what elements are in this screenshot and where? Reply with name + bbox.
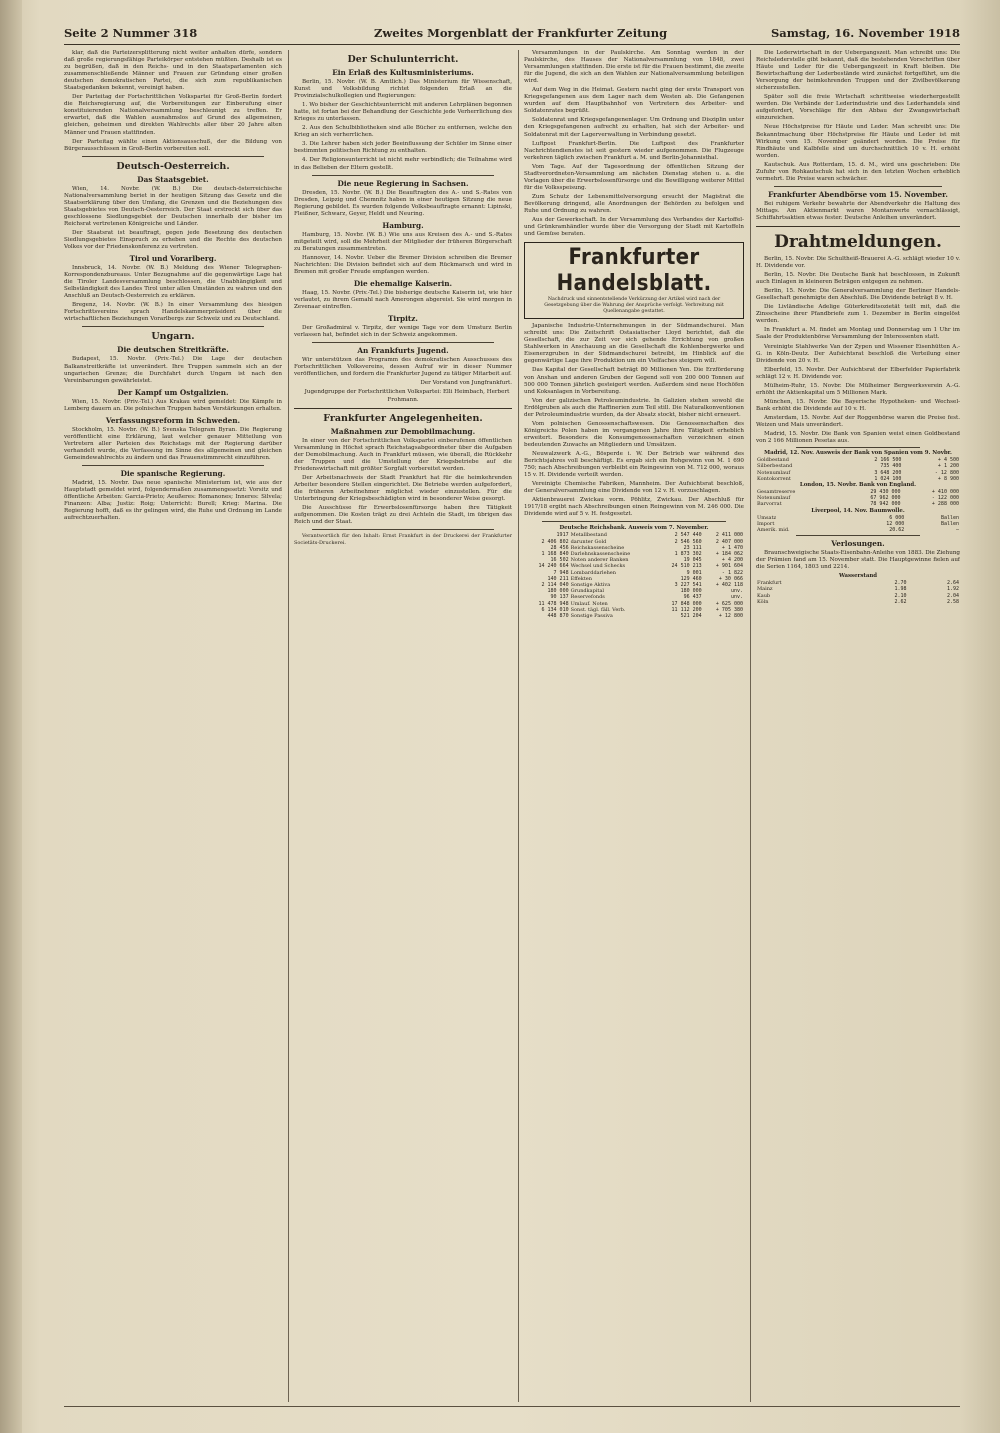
page-bottom-rule <box>64 1406 960 1407</box>
table-cell: 735 400 <box>880 463 902 470</box>
table-cell: Kaub <box>757 592 771 599</box>
table-cell: 2.70 <box>894 580 907 587</box>
paragraph: Budapest, 15. Novbr. (Priv.-Tel.) Die Lage der deutschen Balkanstreitkräfte ist unverändert. Ihre Truppen sammeln sich an der ungarischen Grenze; die Durchfahrt durch Ungarn ist nach den Vereinbarungen gewährleistet. <box>64 356 282 384</box>
paragraph: Versammlungen in der Paulskirche. Am Sonntag werden in der Paulskirche, des Hauses der Nationalversammlung von 1848, zwei Versammlungen stattfinden. Die erste ist für die Frauen bestimmt, die zweite für die Jugend, die sich an den Wahlen zur Nationalversammlung beteiligen wird. <box>524 50 744 85</box>
water-level-table <box>756 580 960 605</box>
table-cell: + 1 200 <box>937 463 959 470</box>
table-cell: 19 045 <box>683 557 702 564</box>
divider <box>796 535 920 536</box>
subheading: Ein Erlaß des Kultusministeriums. <box>332 68 474 77</box>
table-cell: + 705 380 <box>715 606 743 613</box>
subheading: Die ehemalige Kaiserin. <box>353 279 453 289</box>
table-cell: unv. <box>730 588 743 595</box>
table-cell: 67 962 000 <box>870 495 901 502</box>
paragraph: 4. Der Religionsunterricht ist nicht mehr verbindlich; die Teilnahme wird in das Belieben der Eltern gestellt. <box>294 157 512 171</box>
table-cell: + 8 900 <box>937 475 959 482</box>
section-heading: Ungarn. <box>151 331 195 343</box>
table-cell: + 901 604 <box>715 563 743 570</box>
table-cell: Sonstige Passiva <box>570 613 613 620</box>
table-cell: 17 848 000 <box>671 600 702 607</box>
paragraph: Die Livländische Adelige Güterkreditsozietät teilt mit, daß die Zinsscheine ihrer Pfandbriefe zum 1. Dezember in Berlin eingelöst werden. <box>756 304 960 325</box>
table-cell: Gesamtreserve <box>757 488 796 495</box>
signature: Jugendgruppe der Fortschrittlichen Volkspartei: Elli Heimbach, Herbert Frohmann. <box>304 389 510 403</box>
table-cell: 129 460 <box>680 575 702 582</box>
table-cell: 6 000 <box>889 514 905 521</box>
table-cell: 12 000 <box>886 520 905 527</box>
newspaper-title: Zweites Morgenblatt der Frankfurter Zeitung <box>374 26 668 40</box>
table-cell: 3 227 541 <box>674 582 702 589</box>
paragraph: Berlin, 15. Novbr. (W. B. Amtlich.) Das Ministerium für Wissenschaft, Kunst und Volksbildung richtet folgenden Erlaß an die Provinzialschulkollegien und Regierungen: <box>294 79 512 100</box>
market-table-title: Liverpool, 14. Nov. Baumwolle. <box>811 507 905 514</box>
column-1 <box>64 50 282 1402</box>
paragraph: Vereinigte Chemische Fabriken, Mannheim. Der Aufsichtsrat beschloß, der Generalversammlung eine Dividende von 12 v. H. vorzuschlagen. <box>524 481 744 495</box>
paragraph: Der Parteitag wählte einen Aktionsausschuß, der die Bildung von Bürgerausschüssen in Groß-Berlin vorbereiten soll. <box>64 138 282 152</box>
section-heading: Der Schulunterricht. <box>347 54 459 65</box>
table-cell: 20.62 <box>889 526 905 533</box>
subheading: Das Staatsgebiet. <box>137 174 209 184</box>
table-cell: 2 407 000 <box>715 538 743 545</box>
subheading: Die spanische Regierung. <box>120 468 226 478</box>
divider <box>796 447 920 448</box>
paragraph: Aktienbrauerei Zwickau vorm. Pöhlitz, Zwickau. Der Abschluß für 1917/18 ergibt nach Abschreibungen einen Reingewinn von M. 246 000. Die Dividende wird auf 5 v. H. festgesetzt. <box>524 497 744 518</box>
reichsbank-title: Deutsche Reichsbank. Ausweis vom 7. November. <box>559 525 709 532</box>
table-row <box>756 599 960 605</box>
divider <box>774 186 942 187</box>
binding-edge <box>0 0 22 1433</box>
table-cell: Köln <box>757 598 769 605</box>
paragraph: Die Ausschüsse für Erwerbslosenfürsorge haben ihre Tätigkeit aufgenommen. Die Kosten trägt zu drei Achteln die Stadt, im übrigen das Reich und der Staat. <box>294 504 512 526</box>
column-2 <box>294 50 512 1402</box>
paragraph: Madrid, 15. Novbr. Das neue spanische Ministerium ist, wie aus der Hauptstadt gemeldet wird, folgendermaßen zusammengesetzt: Vorsitz und öffentliche Arbeiten: Garcia-Prieto; Aeußeres: Romanones; Inneres: Silvela; Finanzen: Alba; Justiz: Roig; Unterricht: Burell; Krieg: Marina. Die Regierung hofft, daß es ihr gelingen wird, die Ruhe und Ordnung im Lande aufrechtzuerhalten. <box>64 479 282 522</box>
paragraph: Haag, 15. Novbr. (Priv.-Tel.) Die bisherige deutsche Kaiserin ist, wie hier verlautet, zu ihrem Gemahl nach Amerongen abgereist. Sie wird morgen in Zevenaar eintreffen. <box>294 290 512 311</box>
market-table-title: Madrid, 12. Nov. Ausweis der Bank von Spanien vom 9. Novbr. <box>764 450 952 457</box>
paragraph: 2. Aus den Schulbibliotheken sind alle Bücher zu entfernen, welche den Krieg an sich verherrlichen. <box>294 125 512 139</box>
running-head <box>64 26 960 45</box>
table-cell: - 12 800 <box>934 469 959 476</box>
subheading: Tirpitz. <box>388 314 418 324</box>
paragraph: Madrid, 15. Novbr. Die Bank von Spanien weist einen Goldbestand von 2 166 Millionen Pesetas aus. <box>756 431 960 445</box>
market-table-title: London, 15. Novbr. Bank von England. <box>799 481 917 488</box>
liverpool-cotton-table <box>756 515 960 534</box>
table-cell: 14 240 664 <box>538 563 569 570</box>
paragraph: In Frankfurt a. M. findet am Montag und Donnerstag um 1 Uhr im Saale der Produktenbörse Versammlung der Interessenten statt. <box>756 327 960 341</box>
table-cell: 96 437 <box>683 594 702 601</box>
drahtmeldungen-heading: Drahtmeldungen. <box>774 231 942 252</box>
table-cell: Sonst. tägl. fäll. Verb. <box>570 606 626 613</box>
market-table-title: Wasserstand <box>838 573 878 580</box>
paragraph: Elberfeld, 15. Novbr. Der Aufsichtsrat der Elberfelder Papierfabrik schlägt 12 v. H. Dividende vor. <box>756 366 960 380</box>
paragraph: In einer von der Fortschrittlichen Volkspartei einberufenen öffentlichen Versammlung in Höchst sprach Reichstagsabgeordneter über die Aufgaben der Demobilmachung. Auch in Frankfurt müssen, wie überall, die Rückkehr der Truppen und die Umstellung der Kriegsbetriebe auf die Friedenswirtschaft mit größter Sorgfalt vorbereitet werden. <box>294 437 512 472</box>
handelsblatt-title: Frankfurter Handelsblatt. <box>556 245 712 297</box>
paragraph: Der Staatsrat ist beauftragt, gegen jede Besetzung des deutschen Siedlungsgebietes Einspruch zu erheben und die Rechte des deutschen Volkes vor der Friedenskonferenz zu vertreten. <box>64 229 282 251</box>
table-cell: 78 942 000 <box>870 501 901 508</box>
table-cell: - 122 000 <box>931 495 959 502</box>
table-cell: 2.62 <box>894 598 907 605</box>
table-cell: 3 648 200 <box>874 469 902 476</box>
paragraph: Wien, 15. Novbr. (Priv.-Tel.) Aus Krakau wird gemeldet: Die Kämpfe in Lemberg dauern an. Die polnischen Truppen haben Verstärkungen erhalten. <box>64 398 282 412</box>
table-cell: Barvorrat <box>757 501 782 508</box>
paragraph: Der Großadmiral v. Tirpitz, der wenige Tage vor dem Umsturz Berlin verlassen hat, befindet sich in der Schweiz angekommen. <box>294 325 512 339</box>
paragraph: Der Parteitag der Fortschrittlichen Volkspartei für Groß-Berlin fordert die Reichsregierung auf, die Vorbereitungen zur Einberufung einer konstituierenden Nationalversammlung beschleunigt zu treffen. Er erwartet, daß die Wahlen ausnahmslos auf Grund des allgemeinen, gleichen, geheimen und direkten Wahlrechts aller über 20 Jahre alten Männer und Frauen stattfinden. <box>64 94 282 136</box>
table-cell: Reservefonds <box>570 594 605 601</box>
table-cell: Ballen <box>940 514 959 521</box>
table-cell: 2.04 <box>946 592 959 599</box>
subheading: Hamburg. <box>382 220 424 230</box>
table-cell: 2 406 802 <box>541 538 569 545</box>
table-cell: Reichskassenscheine <box>570 544 625 551</box>
table-cell: Mainz <box>757 586 773 593</box>
table-cell: Wechsel und Schecks <box>570 563 626 570</box>
paragraph: Berlin, 15. Novbr. Die Schultheiß-Brauerei A.-G. schlägt wieder 10 v. H. Dividende vor. <box>756 255 960 270</box>
table-cell: 1 024 100 <box>874 475 902 482</box>
paragraph: Innsbruck, 14. Novbr. (W. B.) Meldung des Wiener Telegraphen-Korrespondenzbureaus. Unter Bezugnahme auf die gegenwärtige Lage hat die Tiroler Landesversammlung beschlossen, die Unabhängigkeit und Selbständigkeit des Landes Tirol unter allen Umständen zu wahren und den Anschluß an Deutsch-Oesterreich zu erklären. <box>64 265 282 300</box>
subheading: Tirol und Vorarlberg. <box>129 254 217 264</box>
table-cell: Umlauf. Noten <box>570 600 608 607</box>
subheading: Die deutschen Streitkräfte. <box>117 345 229 355</box>
imprint: Verantwortlich für den Inhalt: Ernst Frankfurt in der Druckerei der Frankfurter Societäts-Druckerei. <box>294 533 512 547</box>
table-cell: Notenumlauf <box>757 469 791 476</box>
column-rule <box>750 50 751 1402</box>
spain-bank-table <box>756 457 960 482</box>
table-cell: - 1 822 <box>721 569 743 576</box>
divider <box>312 175 494 176</box>
subheading: Der Kampf um Ostgalizien. <box>117 387 229 397</box>
table-cell: 9 001 <box>686 569 702 576</box>
table-cell: + 1 470 <box>721 544 743 551</box>
paragraph: Luftpost Frankfurt-Berlin. Die Luftpost des Frankfurter Nachrichtendienstes ist seit gestern wieder aufgenommen. Die Flugzeuge verkehren täglich zwischen Frankfurt a. M. und Berlin-Johannisthal. <box>524 140 744 161</box>
paragraph: 1. Wo bisher der Geschichtsunterricht mit anderen Lehrplänen begonnen hatte, ist fortan bei der Behandlung der Geschichte jede Verherrlichung des Krieges zu unterlassen. <box>294 102 512 123</box>
table-cell: 2.64 <box>946 580 959 587</box>
table-cell: Darlehnskassenscheine <box>570 551 631 557</box>
table-cell: 28 456 <box>550 544 569 551</box>
subheading: An Frankfurts Jugend. <box>357 346 449 356</box>
table-cell: Metallbestand <box>570 532 607 539</box>
paragraph: Berlin, 15. Novbr. Die Deutsche Bank hat beschlossen, in Zukunft auch Einlagen in kleineren Beträgen entgegen zu nehmen. <box>756 272 960 286</box>
reichsbank-table <box>524 532 744 619</box>
paragraph: Wir unterstützen das Programm des demokratischen Ausschusses des Fortschrittlichen Volksvereins, dessen Aufruf wir in dieser Nummer veröffentlichen, und fordern die Frankfurter Jugend zu tätiger Mitarbeit auf. <box>294 357 512 378</box>
table-cell: 11 478 948 <box>538 600 569 607</box>
paragraph: Vom Tage. Auf der Tagesordnung der öffentlichen Sitzung der Stadtverordneten-Versammlung am nächsten Dienstag stehen u. a. die Vorlagen über die Erwerbslosenfürsorge und die Bewilligung weiterer Mittel für die Volksspeisung. <box>524 163 744 191</box>
paragraph: München, 15. Novbr. Die Bayerische Hypotheken- und Wechsel-Bank erhöht die Dividende auf 10 v. H. <box>756 398 960 412</box>
table-row <box>756 527 960 533</box>
table-cell: darunter Gold <box>570 538 607 545</box>
paragraph: Das Kapital der Gesellschaft beträgt 80 Millionen Yen. Die Erzförderung von Anshan und anderen Gruben der Gegend soll von 200 000 Tonnen auf 500 000 Tonnen jährlich gesteigert werden. Außerdem sind neue Hochöfen und Koksanlagen in Vorbereitung. <box>524 367 744 395</box>
column-rule <box>288 50 289 1402</box>
divider <box>312 529 494 530</box>
subheading: Die neue Regierung in Sachsen. <box>337 178 469 188</box>
paragraph: Stockholm, 15. Novbr. (W. B.) Svenska Telegram Byran. Die Regierung veröffentlicht eine Erklärung, laut welcher genauer Mitteilung von Vertretern aller Parteien des Reichstags mit der Regierung darüber verhandelt wurde, die Verfassung im Sinne des allgemeinen und gleichen Gemeindewahlrechts zu ändern und das Frauenstimmrecht einzuführen. <box>64 426 282 461</box>
issue-date: Samstag, 16. November 1918 <box>771 26 960 40</box>
paragraph: klar, daß die Parteizersplitterung nicht weiter anhalten dürfe, sondern daß große regierungsfähige Parteikörper entstehen müßten. Deshalb ist es zu begrüßen, daß in den Reichs- und in den Staatsparlamenten sich zusammenschließende Männer und Frauen zur Gründung einer großen deutschen demokratischen Partei, die sich zum republikanischen Staatsgedanken bekennt, vereinigt haben. <box>64 50 282 92</box>
table-cell: Frankfurt <box>757 580 782 587</box>
table-cell: 1917 <box>556 532 569 539</box>
table-cell: + 4 200 <box>721 557 743 564</box>
table-cell: 2 411 000 <box>715 532 743 539</box>
table-cell: 180 000 <box>680 588 702 595</box>
subheading: Verlosungen. <box>831 539 885 549</box>
table-cell: 2.10 <box>894 592 907 599</box>
table-cell: 1 168 840 <box>541 551 569 557</box>
table-cell: Noten anderer Banken <box>570 557 629 564</box>
paragraph: Hannover, 14. Novbr. Ueber die Bremer Division schreiben die Bremer Nachrichten: Die Division befindet sich auf dem Rückmarsch und wird in Bremen mit großer Freude empfangen werden. <box>294 254 512 275</box>
table-cell: 6 134 010 <box>541 606 569 613</box>
table-cell: 2.58 <box>946 598 959 605</box>
table-cell: Kontokorrent <box>757 475 791 482</box>
table-cell: 2 546 560 <box>674 538 702 545</box>
paragraph: Berlin, 15. Novbr. Die Generalversammlung der Berliner Handels-Gesellschaft genehmigte den Abschluß. Die Dividende beträgt 8 v. H. <box>756 288 960 302</box>
table-cell: 448 870 <box>547 613 569 620</box>
paragraph: Soldatenrat und Kriegsgefangenenlager. Um Ordnung und Disziplin unter den Kriegsgefangenen aufrecht zu erhalten, hat sich der Arbeiter- und Soldatenrat mit der Lagerverwaltung in Verbindung gesetzt. <box>524 117 744 138</box>
divider <box>294 408 512 409</box>
table-cell: 1 873 302 <box>674 551 702 557</box>
table-cell: + 12 800 <box>718 613 743 620</box>
paragraph: Bei ruhigem Verkehr bewahrte der Abendverkehr die Haltung des Mittags. Am Aktienmarkt waren Montanwerte vernachlässigt, Schiffahrtsaktien etwas fester. Deutsche Anleihen unverändert. <box>756 200 960 221</box>
divider <box>756 226 960 227</box>
column-3 <box>524 50 744 1402</box>
table-cell: Grundkapital <box>570 588 605 595</box>
subheading: Verfassungsreform in Schweden. <box>105 415 241 425</box>
table-cell: + 402 118 <box>715 582 743 589</box>
table-cell: Ballen <box>940 520 959 527</box>
section-heading: Frankfurter Angelegenheiten. <box>323 412 483 424</box>
paragraph: Die Lederwirtschaft in der Uebergangszeit. Man schreibt uns: Die Reichslederstelle gibt bekannt, daß die bestehenden Vorschriften über Häute und Leder für die Uebergangszeit in Kraft bleiben. Die Bewirtschaftung der Lederbestände wird zunächst fortgeführt, um die Versorgung der heimkehrenden Truppen und der Zivilbevölkerung sicherzustellen. <box>756 50 960 92</box>
paragraph: Hamburg, 15. Novbr. (W. B.) Wie uns aus Kreisen des A.- und S.-Rates mitgeteilt wird, soll die Mehrheit der Mitglieder der früheren Bürgerschaft zu Beratungen zusammentreten. <box>294 231 512 252</box>
divider <box>82 465 264 466</box>
handelsblatt-masthead <box>524 242 744 319</box>
section-heading: Deutsch-Oesterreich. <box>116 160 230 172</box>
paragraph: Braunschweigische Staats-Eisenbahn-Anleihe von 1883. Die Ziehung der Prämien fand am 15. November statt. Die Hauptgewinne fielen auf die Serien 1164, 1803 und 2214. <box>756 550 960 571</box>
table-cell: + 410 000 <box>931 488 959 495</box>
paragraph: Der Arbeitsnachweis der Stadt Frankfurt hat für die heimkehrenden Arbeiter besondere Stellen eingerichtet. Die Betriebe werden aufgefordert, die früheren Arbeitnehmer möglichst wieder einzustellen. Für die Unterbringung der Kriegsbeschädigten wird in besonderer Weise gesorgt. <box>294 474 512 502</box>
paragraph: Amsterdam, 15. Novbr. Auf der Roggenbörse waren die Preise fest. Weizen und Mais unverändert. <box>756 414 960 428</box>
table-cell: Sonstige Aktiva <box>570 582 611 589</box>
table-cell: 2 166 500 <box>874 457 902 464</box>
table-cell: Lombarddarlehen <box>570 569 616 576</box>
london-bank-table <box>756 489 960 508</box>
divider <box>82 156 264 157</box>
table-cell: + 625 000 <box>715 600 743 607</box>
table-cell: 2 114 040 <box>541 582 569 589</box>
paragraph: 3. Die Lehrer haben sich jeder Beeinflussung der Schüler im Sinne einer bestimmten politischen Richtung zu enthalten. <box>294 141 512 155</box>
table-cell: + 4 500 <box>937 457 959 464</box>
paragraph: Kautschuk. Aus Rotterdam, 15. d. M., wird uns geschrieben: Die Zufuhr von Rohkautschuk hat sich in den letzten Wochen erheblich vermehrt. Die Preise waren schwächer. <box>756 161 960 182</box>
table-cell: 11 112 200 <box>671 606 702 613</box>
handelsblatt-notice: Nachdruck und sinnentstellende Verkürzung der Artikel wird nach der Gesetzgebung über die Wahrung der Ansprüche verfolgt. Verbreitung mit Quellenangabe gestattet. <box>544 297 724 315</box>
table-cell: 180 000 <box>547 588 569 595</box>
table-cell: 1.92 <box>946 586 959 593</box>
table-cell: + 184 062 <box>715 551 743 557</box>
table-cell: Amerik. mid. <box>757 526 790 533</box>
table-cell: Goldbestand <box>757 457 789 464</box>
paragraph: Dresden, 15. Novbr. (W. B.) Die Beauftragten des A.- und S.-Rates von Dresden, Leipzig und Chemnitz haben in einer heutigen Sitzung die neue Regierung gebildet. Es wurden folgende Volksbeauftragte ernannt: Lipinski, Fleißner, Schwarz, Geyer, Heldt und Neuring. <box>294 189 512 217</box>
table-cell: 2 547 440 <box>674 532 702 539</box>
paragraph: Auf dem Weg in die Heimat. Gestern nacht ging der erste Transport von Kriegsgefangenen aus dem Lager nach dem Westen ab. Die Gefangenen wurden auf dem Hauptbahnhof von Vertretern des Arbeiter- und Soldatenrates begrüßt. <box>524 87 744 115</box>
divider <box>312 342 494 343</box>
divider <box>82 326 264 327</box>
table-cell: Import <box>757 520 775 527</box>
table-cell: 7 948 <box>553 569 569 576</box>
paragraph: Wien, 14. Novbr. (W. B.) Die deutsch-österreichische Nationalversammlung beriet in der heutigen Sitzung das Gesetz und die Staatserklärung über den Umfang, die Grenzen und die Beziehungen des Staatsgebietes von Deutsch-Oesterreich. Der Staat erstreckt sich über das geschlossene Siedlungsgebiet der Deutschen innerhalb der bisher im Reichsrat vertretenen Königreiche und Länder. <box>64 185 282 227</box>
table-cell: 521 204 <box>680 613 702 620</box>
paragraph: Später soll die freie Wirtschaft schrittweise wiederhergestellt werden. Die Verbände der Lederindustrie und des Lederhandels sind aufgefordert, Vorschläge für den Abbau der Zwangswirtschaft einzureichen. <box>756 94 960 122</box>
paragraph: Aus der Gewerkschaft. In der Versammlung des Verbandes der Kartoffel- und Grünkramhändler wurde über die Versorgung der Stadt mit Kartoffeln und Gemüse beraten. <box>524 217 744 238</box>
signature: Der Vorstand von Jungfrankfurt. <box>420 380 512 387</box>
paragraph: Bregenz, 14. Novbr. (W. B.) In einer Versammlung des hiesigen Fortschrittsvereins sprach Handelskammerpräsident über die wirtschaftlichen Beziehungen Vorarlbergs zur Schweiz und zu Deutschland. <box>64 302 282 323</box>
subheading: Maßnahmen zur Demobilmachung. <box>330 426 476 436</box>
paragraph: Mülheim-Ruhr, 15. Novbr. Die Mülheimer Bergwerksverein A.-G. erhöht ihr Aktienkapital um 5 Millionen Mark. <box>756 382 960 396</box>
paragraph: Japanische Industrie-Unternehmungen in der Südmandschurei. Man schreibt uns: Die Zeitschrift Ostasiatischer Lloyd berichtet, daß die Gesellschaft, die zur Zeit vor sich gehende Errichtung von großen Stahlwerken in Anschauung an die Gesellschaft die Kohlenbergwerke und Eisenerzgruben in der Südmandschurei betreibt, im Hinblick auf die gegenwärtige Lage ihre Produktion um ein Vielfaches steigern will. <box>524 323 744 365</box>
table-cell: Notenumlauf <box>757 495 791 502</box>
table-cell: Effekten <box>570 575 592 582</box>
column-4 <box>756 50 960 1402</box>
divider <box>542 521 726 522</box>
table-cell: 29 430 000 <box>870 488 901 495</box>
table-cell: + 30 066 <box>718 575 743 582</box>
table-cell: 24 510 213 <box>671 563 702 570</box>
paragraph: Zum Schutz der Lebensmittelversorgung ersucht der Magistrat die Bevölkerung dringend, alle Anordnungen der Behörden zu befolgen und Ruhe und Ordnung zu wahren. <box>524 193 744 214</box>
table-cell: 90 137 <box>550 594 569 601</box>
table-cell: 23 111 <box>683 544 702 551</box>
table-cell: — <box>955 526 959 533</box>
column-rule <box>518 50 519 1402</box>
paragraph: Neue Höchstpreise für Häute und Leder. Man schreibt uns: Die Bekanntmachung über Höchstpreise für Häute und Leder ist mit Wirkung vom 15. November geändert worden. Die Preise für Rindhäute und Kalbfelle sind um durchschnittlich 10 v. H. erhöht worden. <box>756 124 960 159</box>
table-cell: + 288 000 <box>931 501 959 508</box>
paragraph: Vom polnischen Genossenschaftswesen. Die Genossenschaften des Königreichs Polen haben im vergangenen Jahre ihre Tätigkeit erheblich erweitert. Besonders die Konsumgenossenschaften verzeichnen einen bedeutenden Zuwachs an Mitgliedern und Umsätzen. <box>524 420 744 448</box>
table-row <box>524 613 744 619</box>
paragraph: Vereinigte Stahlwerke Van der Zypen und Wissener Eisenhütten A.-G. in Köln-Deutz. Der Aufsichtsrat beschloß die Verteilung einer Dividende von 20 v. H. <box>756 343 960 364</box>
table-cell: unv. <box>730 594 743 601</box>
paragraph: Neuwalzwerk A.-G., Bösperde i. W. Der Betrieb war während des Berichtsjahres voll beschäftigt. Es ergab sich ein Rohgewinn von M. 1 690 750; nach Abschreibungen verbleibt ein Reingewinn von M. 712 000, woraus 15 v. H. Dividende verteilt werden. <box>524 450 744 479</box>
paragraph: Von der galizischen Petroleumindustrie. In Galizien stehen sowohl die Erdölgruben als auch die Raffinerien zum Teil still. Die Naturalkonventionen der Petroleumindustrie wurden, da der Absatz stockt, bisher nicht erneuert. <box>524 397 744 418</box>
table-cell: 16 502 <box>550 557 569 564</box>
page-number-label: Seite 2 Nummer 318 <box>64 26 198 40</box>
subheading: Frankfurter Abendbörse vom 15. November. <box>768 189 948 199</box>
table-cell: Silberbestand <box>757 463 793 470</box>
table-cell: 1.98 <box>894 586 907 593</box>
table-cell: Umsatz <box>757 514 777 521</box>
table-cell: 140 211 <box>547 575 569 582</box>
